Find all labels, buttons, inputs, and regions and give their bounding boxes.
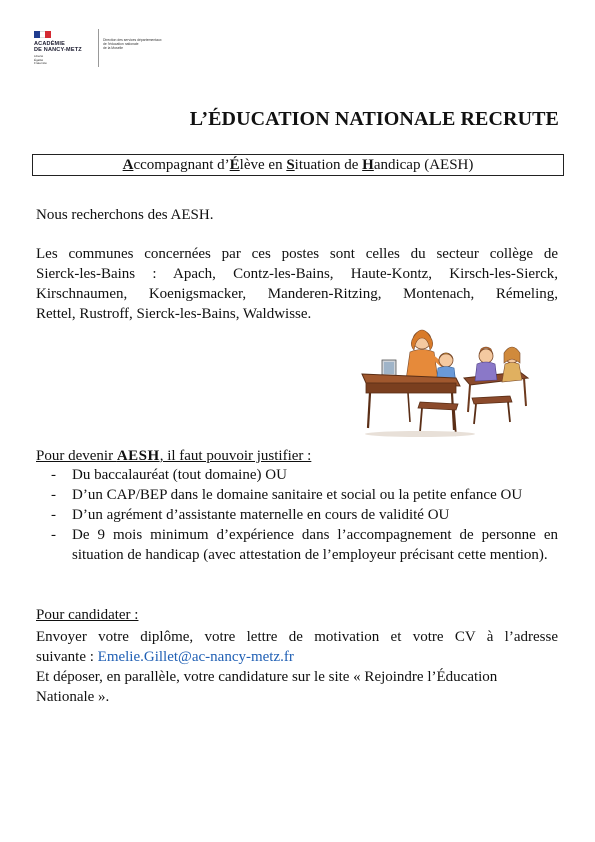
list-item: - Du baccalauréat (tout domaine) OU: [36, 465, 558, 485]
floor-shadow: [365, 431, 475, 437]
initial-e: É: [229, 157, 240, 173]
service-name: [103, 38, 193, 51]
communes-line-2: Sierck-les-Bains : Apach, Contz-les-Bains, Haute-Kontz, Kirsch-les-Sierck,: [36, 266, 558, 282]
academy-line-2: DE NANCY-METZ: [34, 47, 82, 54]
apply-line-4: Nationale ».: [36, 689, 110, 705]
list-item: - D’un agrément d’assistante maternelle en cours de validité OU: [36, 505, 558, 525]
job-title-box: [32, 154, 564, 176]
apply-heading: Pour candidater :: [36, 607, 139, 623]
email-link[interactable]: Emelie.Gillet@ac-nancy-metz.fr: [97, 649, 294, 665]
requirement-experience: De 9 mois minimum d’expérience dans l’accompagnement de personne en situation de handicap (avec attestation de l’employeur précisant cette mention).: [72, 527, 558, 563]
initial-s: S: [286, 157, 295, 173]
word-accompagnant: ccompagnant d’: [133, 157, 230, 173]
motto-egalite: Égalité: [34, 57, 44, 62]
initial-h: H: [362, 157, 374, 173]
communes-line-4: Rettel, Rustroff, Sierck-les-Bains, Waldwisse.: [36, 306, 312, 322]
requirement-bac: Du baccalauréat (tout domaine) OU: [72, 467, 287, 483]
apply-line-2: [36, 647, 558, 667]
motto-fraternite: Fraternité: [34, 61, 47, 66]
requirement-cap-bep: D’un CAP/BEP dans le domaine sanitaire et social ou la petite enfance OU: [72, 487, 523, 503]
word-eleve: lève en: [239, 157, 287, 173]
academy-name: [34, 41, 82, 53]
word-situation: ituation de: [294, 157, 363, 173]
requirements-heading-post: , il faut pouvoir justifier :: [159, 448, 312, 464]
academy-line-1: ACADÉMIE: [34, 41, 65, 47]
desk-front: [362, 374, 460, 430]
child-middle: [475, 347, 497, 381]
requirements-heading: [36, 446, 558, 466]
requirements-list: [36, 465, 558, 565]
communes-line-3: Kirschnaumen, Koenigsmacker, Manderen-Ritzing, Montenach, Rémeling,: [36, 286, 558, 302]
service-line-3: de la Moselle: [103, 46, 123, 51]
apply-line-2-pre: suivante :: [36, 649, 98, 665]
apply-line-1: Envoyer votre diplôme, votre lettre de motivation et votre CV à l’adresse: [36, 629, 558, 645]
french-flag-icon: [34, 31, 51, 38]
motto-liberte: Liberté: [34, 54, 44, 58]
classroom-illustration: [360, 326, 532, 440]
chairs: [418, 396, 512, 436]
academy-logo: [34, 28, 194, 70]
apply-line-3: Et déposer, en parallèle, votre candidature sur le site « Rejoindre l’Éducation: [36, 669, 498, 685]
requirements-heading-aesh: AESH: [116, 448, 160, 464]
list-item: - D’un CAP/BEP dans le domaine sanitaire et social ou la petite enfance OU: [36, 485, 558, 505]
requirements-heading-pre: Pour devenir: [36, 448, 117, 464]
child-right: [502, 347, 522, 382]
intro-text: Nous recherchons des AESH.: [36, 207, 214, 223]
communes-line-1: Les communes concernées par ces postes sont celles du secteur collège de: [36, 246, 558, 262]
word-handicap: andicap (AESH): [373, 157, 474, 173]
initial-a: A: [122, 157, 134, 173]
service-line-2: de l'éducation nationale: [103, 42, 139, 47]
page-title: L’ÉDUCATION NATIONALE RECRUTE: [189, 108, 559, 130]
list-item: - De 9 mois minimum d’expérience dans l’accompagnement de personne en situation de handicap (avec attestation de l’employeur précisant cette mention).: [51, 527, 558, 563]
requirement-agrement: D’un agrément d’assistante maternelle en cours de validité OU: [72, 507, 450, 523]
republic-motto: [34, 55, 47, 66]
logo-divider: [98, 29, 99, 67]
service-line-1: Direction des services départementaux: [103, 38, 162, 42]
